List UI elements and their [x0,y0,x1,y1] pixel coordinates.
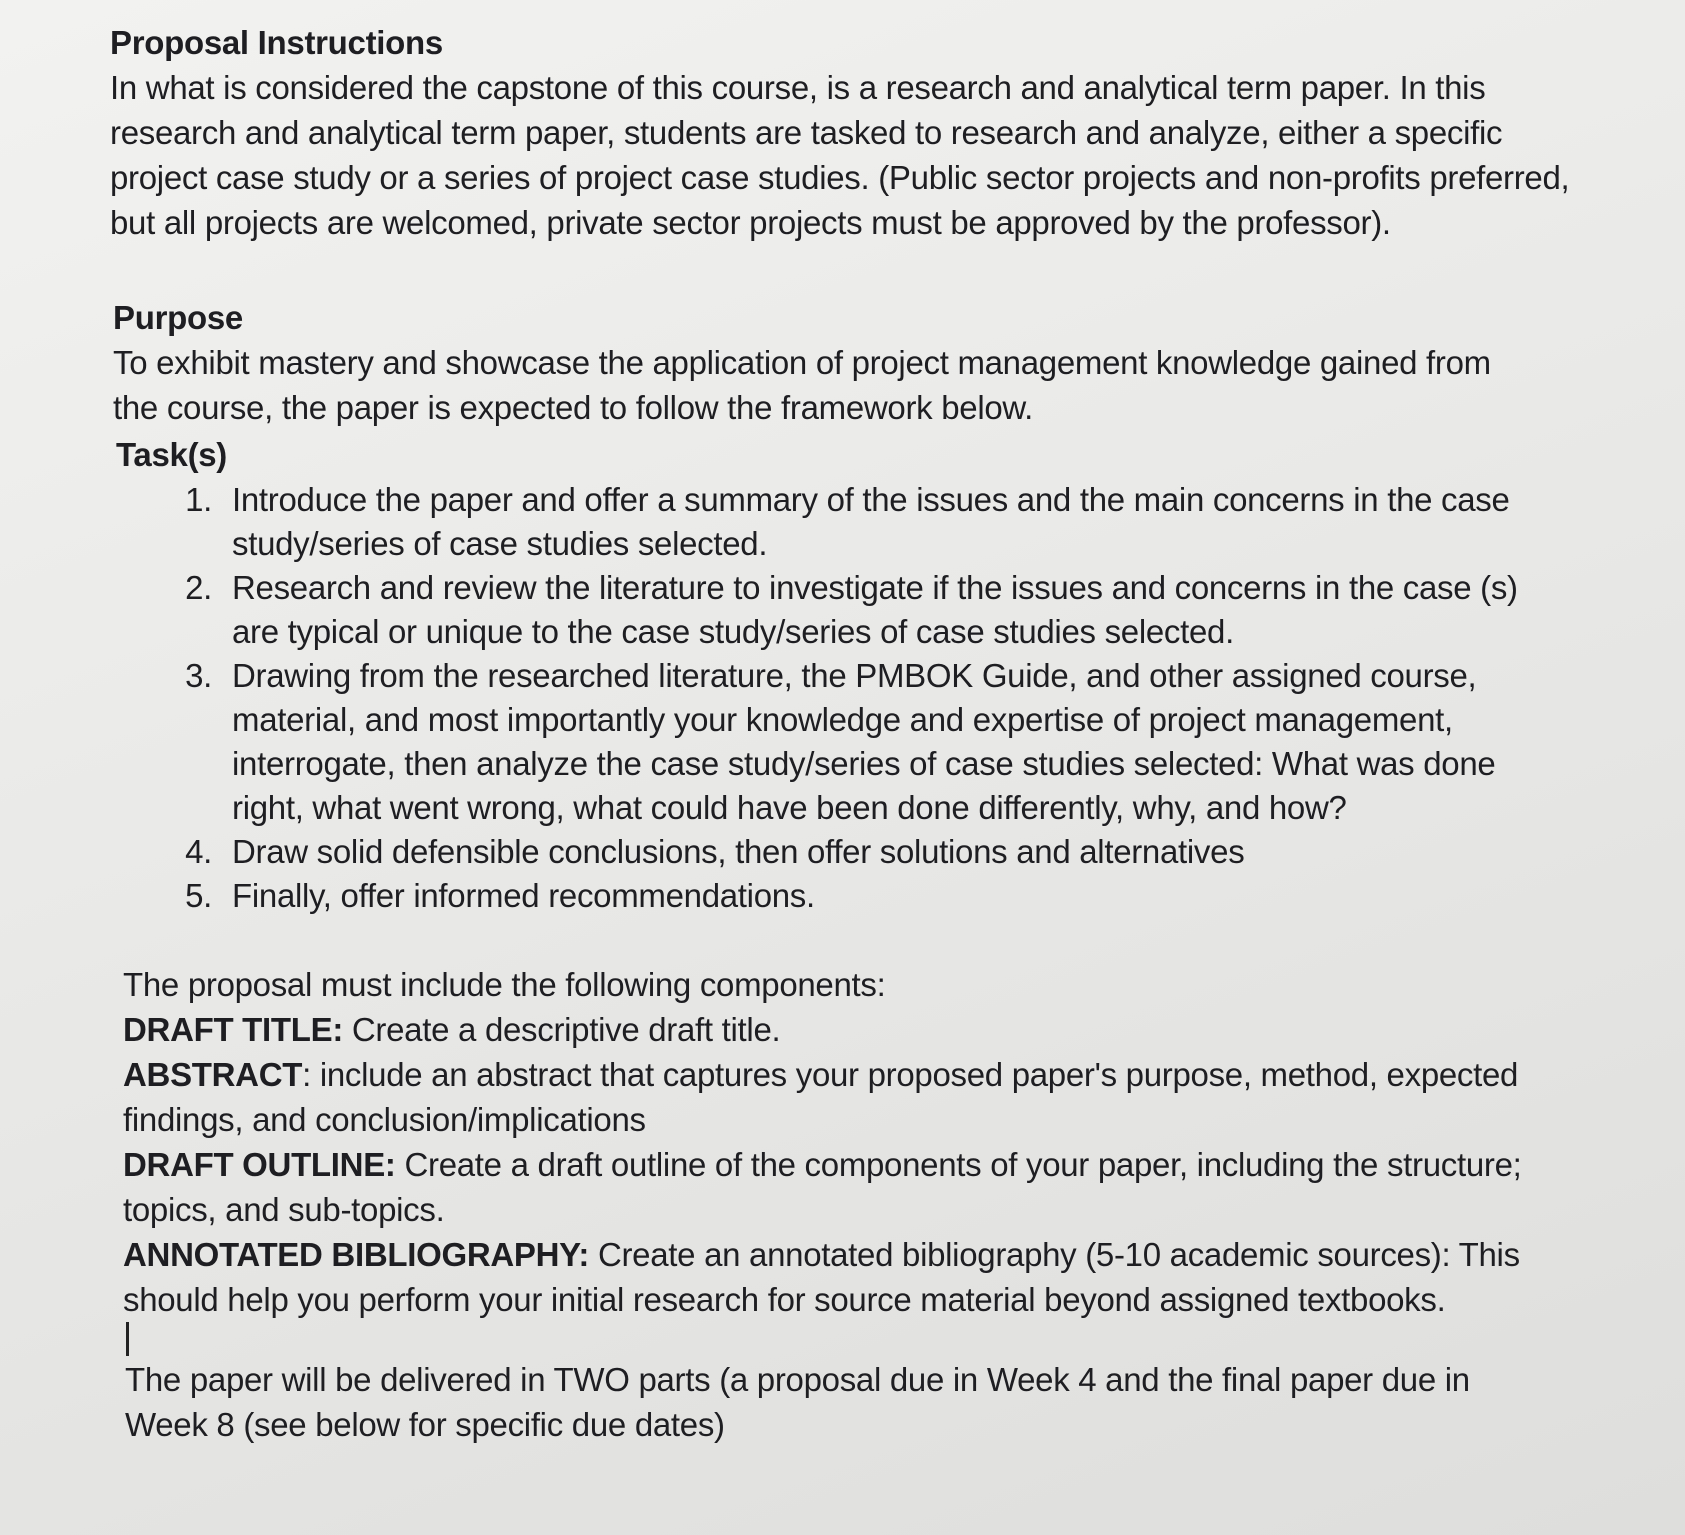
component-label: ABSTRACT [123,1056,303,1093]
task-item [172,654,1562,830]
intro-paragraph: In what is considered the capstone of this course, is a research and analytical term paper. In this research and analytical term paper, students are tasked to research and analyze, either a specific project case study or a series of project case studies. (Public sector projects and non-profits preferred, but all projects are welcomed, private sector projects must be approved by the professor). [110,69,1570,241]
purpose-heading: Purpose [113,299,243,336]
task-item [172,874,1562,918]
component-draft-outline [123,1142,1543,1232]
task-item [172,566,1562,654]
component-label: DRAFT OUTLINE: [123,1146,396,1183]
task-number: 1. [185,481,212,518]
task-text: Finally, offer informed recommendations. [232,877,815,914]
task-text: Research and review the literature to investigate if the issues and concerns in the case (s) are typical or unique to the case study/series of case studies selected. [232,569,1518,650]
task-item [172,830,1562,874]
purpose-section [113,295,1513,430]
components-section [123,962,1543,1322]
intro-section [110,20,1570,245]
task-item [172,478,1562,566]
component-label: DRAFT TITLE: [123,1011,344,1048]
component-text: Create a draft outline of the components of your paper, including the structure; topics, and sub-topics. [123,1146,1522,1228]
component-label: ANNOTATED BIBLIOGRAPHY: [123,1236,590,1273]
task-number: 2. [185,569,212,606]
component-draft-title [123,1007,1543,1052]
task-text: Drawing from the researched literature, the PMBOK Guide, and other assigned course, material, and most importantly your knowledge and expertise of project management, interrogate, then analyze the case study/series of case studies selected: What was done right, what went wrong, what could have been done differently, why, and how? [232,657,1496,826]
document-title: Proposal Instructions [110,24,443,61]
task-list [172,478,1562,918]
component-abstract [123,1052,1543,1142]
task-text: Introduce the paper and offer a summary of the issues and the main concerns in the case study/series of case studies selected. [232,481,1510,562]
tasks-heading: Task(s) [116,436,227,473]
task-number: 3. [185,657,212,694]
text-cursor [126,1322,129,1356]
components-intro: The proposal must include the following components: [123,966,886,1003]
delivery-paragraph: The paper will be delivered in TWO parts (a proposal due in Week 4 and the final paper due in Week 8 (see below for specific due dates) [125,1361,1470,1443]
task-number: 5. [185,877,212,914]
component-text: Create an annotated bibliography (5-10 academic sources): This should help you perform your initial research for source material beyond assigned textbooks. [123,1236,1520,1318]
component-text: : include an abstract that captures your proposed paper's purpose, method, expected findings, and conclusion/implications [123,1056,1519,1138]
delivery-section [125,1357,1525,1447]
component-annotated-bibliography [123,1232,1543,1322]
task-number: 4. [185,833,212,870]
purpose-paragraph: To exhibit mastery and showcase the application of project management knowledge gained from the course, the paper is expected to follow the framework below. [113,344,1491,426]
task-text: Draw solid defensible conclusions, then offer solutions and alternatives [232,833,1245,870]
component-text: Create a descriptive draft title. [343,1011,781,1048]
